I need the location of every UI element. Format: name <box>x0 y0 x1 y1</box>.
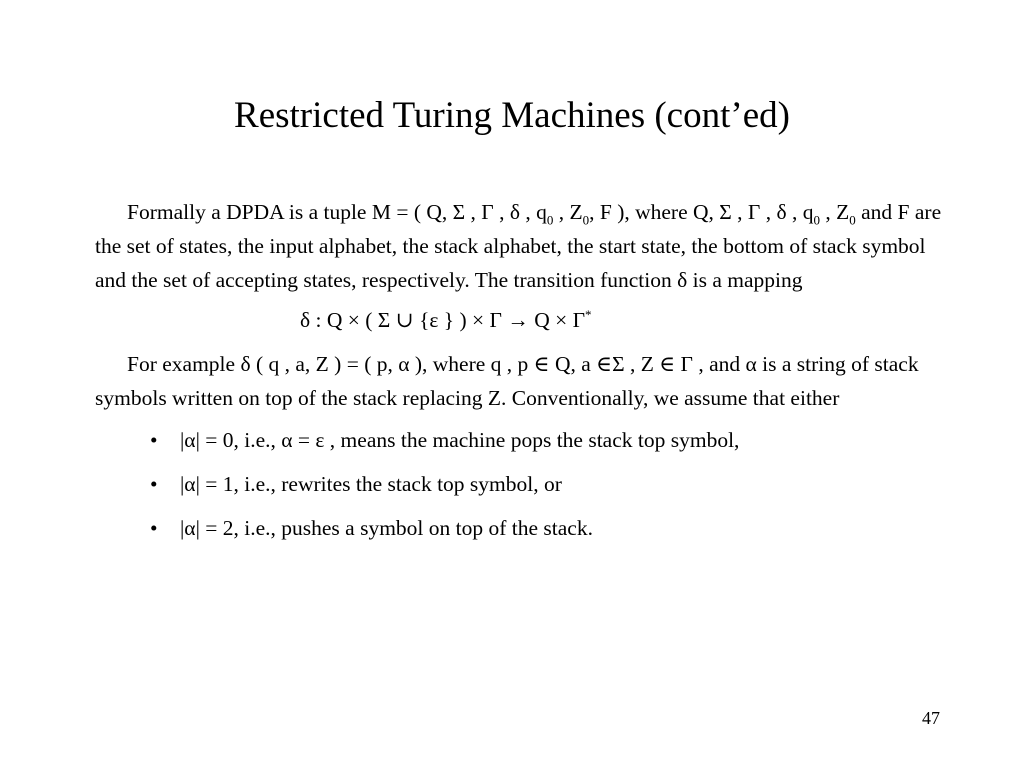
list-item <box>95 467 955 501</box>
slide-body <box>95 195 955 555</box>
example-paragraph: For example δ ( q , a, Z ) = ( p, α ), where q , p ∈ Q, a ∈Σ , Z ∈ Γ , and α is a string of stack symbols written on top of the stack replacing Z. Conventionally, we assume that either <box>95 352 919 410</box>
bullet-icon: • <box>150 428 158 452</box>
definition-text-a: Formally a DPDA is a tuple M = ( Q, Σ , Γ , δ , q <box>127 200 547 224</box>
definition-text-b: , Z <box>553 200 583 224</box>
bullet-icon: • <box>150 472 158 496</box>
bullet-icon: • <box>150 516 158 540</box>
slide-title: Restricted Turing Machines (cont’ed) <box>234 95 790 136</box>
definition-text-e: and F are the set of states, the input alphabet, the stack alphabet, the start state, the bottom of stack symbol and the set of accepting states, respectively. The transition function δ is a mapping <box>95 200 942 292</box>
list-item <box>95 511 955 545</box>
superscript: * <box>585 306 592 322</box>
definition-text-d: , Z <box>820 200 850 224</box>
subscript: 0 <box>546 212 554 228</box>
list-item-text: |α| = 2, i.e., pushes a symbol on top of the stack. <box>180 516 593 540</box>
definition-text-c: , F ), where Q, Σ , Γ , δ , q <box>589 200 814 224</box>
subscript: 0 <box>813 212 820 228</box>
bullet-list <box>95 423 955 545</box>
formula-text: δ : Q × ( Σ ∪ {ε } ) × Γ → Q × Γ <box>300 308 586 332</box>
list-item <box>95 423 955 457</box>
transition-function-formula <box>95 303 955 337</box>
page-number: 47 <box>922 708 940 728</box>
subscript: 0 <box>849 212 856 228</box>
dpda-definition-paragraph <box>95 195 955 297</box>
list-item-text: |α| = 0, i.e., α = ε , means the machine pops the stack top symbol, <box>180 428 740 452</box>
list-item-text: |α| = 1, i.e., rewrites the stack top symbol, or <box>180 472 562 496</box>
subscript: 0 <box>582 212 590 228</box>
